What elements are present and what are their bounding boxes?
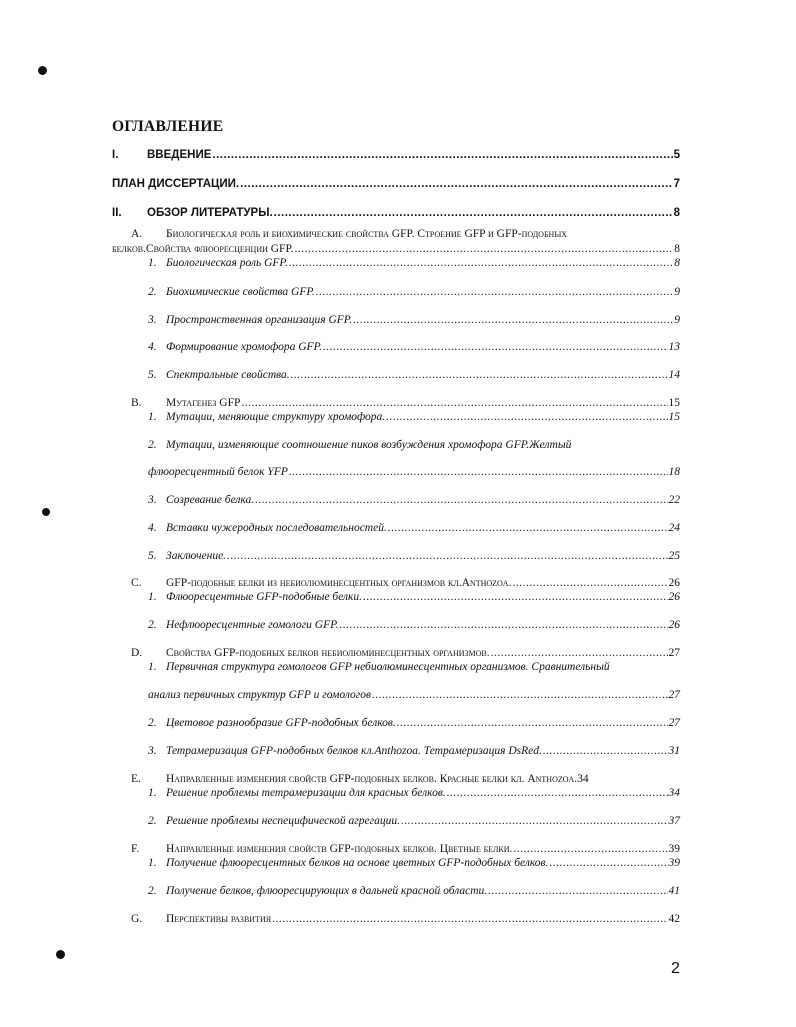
toc-entry-label: Направленные изменения свойств GFP-подобных белков. Красные белки кл. Anthozoa.	[166, 773, 578, 785]
toc-entry-page: 26	[668, 591, 680, 603]
scan-speck-middle	[42, 508, 50, 516]
toc-entry-page: 37	[668, 815, 680, 827]
a-item-2-number: 2.	[148, 286, 157, 298]
toc-entry-page: 8	[674, 243, 680, 255]
dot-leader	[397, 716, 668, 731]
toc-entry-label: Флюоресцентные GFP-подобные белки.	[166, 591, 363, 603]
c-item-1-number: 1.	[148, 591, 157, 603]
toc-entry-label: Биологическая роль GFP.	[166, 257, 288, 269]
dot-leader	[289, 465, 668, 480]
dot-leader	[323, 340, 667, 355]
toc-entry-label: белков.Свойства флюоресценции GFP.	[112, 243, 294, 255]
d-item-3-number: 3.	[148, 745, 157, 757]
toc-entry-b-3[interactable]	[166, 493, 680, 508]
dot-leader	[240, 177, 672, 192]
b-item-5-number: 5.	[148, 550, 157, 562]
toc-entry-page: 34	[577, 773, 589, 785]
dot-leader	[543, 744, 668, 759]
toc-entry-label: Созревание белка.	[166, 494, 255, 506]
toc-entry-page: 22	[668, 494, 680, 506]
toc-entry-section-b[interactable]	[166, 396, 680, 411]
toc-entry-page: 7	[673, 178, 680, 190]
dot-leader	[212, 148, 672, 163]
toc-entry-label: Формирование хромофора GFP.	[166, 341, 323, 353]
toc-entry-label: ПЛАН ДИССЕРТАЦИИ.	[112, 178, 240, 190]
dot-leader	[227, 549, 667, 564]
scan-speck-bottom	[56, 950, 65, 959]
b-item-4-number: 4.	[148, 522, 157, 534]
section-a-letter: A.	[131, 228, 143, 240]
section-c-letter: C.	[131, 577, 142, 589]
toc-entry-page: 15	[668, 397, 680, 409]
section-a-title-line1[interactable]: Биологическая роль и биохимические свойства GFP. Строение GFP и GFP-подобных	[166, 228, 568, 240]
f-item-2-number: 2.	[148, 885, 157, 897]
toc-entry-review[interactable]	[147, 206, 680, 221]
toc-entry-b-1[interactable]	[166, 410, 680, 425]
a-item-1-number: 1.	[148, 257, 157, 269]
toc-entry-d-2[interactable]	[166, 716, 680, 731]
toc-entry-label: Биохимические свойства GFP.	[166, 286, 315, 298]
toc-entry-b-4[interactable]	[166, 521, 680, 536]
toc-entry-page: 27	[668, 647, 680, 659]
toc-entry-page: 13	[668, 341, 680, 353]
toc-entry-label: Перспективы развития	[166, 913, 272, 925]
dot-leader	[549, 856, 667, 871]
dot-leader	[353, 313, 673, 328]
toc-entry-page: 31	[668, 745, 680, 757]
scan-speck-top	[38, 66, 47, 75]
dot-leader	[513, 842, 667, 857]
toc-entry-label: GFP-подобные белки из небиолюминесцентных организмов кл.Anthozoa.	[166, 577, 512, 589]
toc-entry-page: 9	[674, 286, 680, 298]
b-item-3-number: 3.	[148, 494, 157, 506]
dot-leader	[241, 396, 667, 411]
c-item-2-number: 2.	[148, 619, 157, 631]
toc-entry-page: 8	[673, 207, 680, 219]
toc-entry-page: 5	[673, 149, 680, 161]
toc-entry-a-3[interactable]	[166, 313, 680, 328]
toc-entry-section-g[interactable]	[166, 912, 680, 927]
toc-entry-e-1[interactable]	[166, 786, 680, 801]
dot-leader	[291, 368, 668, 383]
section-d-letter: D.	[131, 647, 143, 659]
toc-entry-page: 39	[668, 843, 680, 855]
toc-entry-plan[interactable]	[112, 177, 680, 192]
toc-entry-page: 26	[668, 619, 680, 631]
toc-entry-section-f[interactable]	[166, 842, 680, 857]
review-number: II.	[112, 207, 122, 219]
toc-entry-a-1[interactable]	[166, 256, 680, 271]
toc-entry-e-2[interactable]	[166, 814, 680, 829]
toc-entry-f-1[interactable]	[166, 856, 680, 871]
toc-entry-section-a[interactable]	[112, 242, 680, 257]
intro-number: I.	[112, 149, 119, 161]
e-item-2-number: 2.	[148, 815, 157, 827]
toc-entry-d-1[interactable]	[148, 688, 680, 703]
toc-entry-label: Получение флюоресцентных белков на основе цветных GFP-подобных белков.	[166, 857, 549, 869]
dot-leader	[255, 493, 667, 508]
section-b-letter: B.	[131, 397, 142, 409]
toc-entry-label: Вставки чужеродных последовательностей.	[166, 522, 387, 534]
toc-entry-label: Свойства GFP-подобных белков небиолюминесцентных организмов.	[166, 647, 490, 659]
toc-entry-label: Нефлюоресцентные гомологи GFP.	[166, 619, 339, 631]
toc-entry-b-2-line1[interactable]: Мутации, изменяющие соотношение пиков возбуждения хромофора GFP.Желтый	[166, 439, 572, 451]
d-item-1-number: 1.	[148, 661, 157, 673]
toc-entry-page: 9	[674, 314, 680, 326]
e-item-1-number: 1.	[148, 787, 157, 799]
toc-entry-label: ВВЕДЕНИЕ	[147, 149, 212, 161]
toc-entry-page: 27	[668, 717, 680, 729]
dot-leader	[491, 646, 668, 661]
toc-entry-section-e[interactable]	[166, 772, 680, 787]
toc-entry-page: 26	[668, 577, 680, 589]
toc-entry-label: Цветовое разнообразие GFP-подобных белков.	[166, 717, 396, 729]
section-f-letter: F.	[131, 843, 140, 855]
dot-leader	[401, 814, 668, 829]
toc-entry-a-4[interactable]	[166, 340, 680, 355]
toc-entry-label: Получение белков, флюоресцирующих в дальней красной области.	[166, 885, 488, 897]
b-item-1-number: 1.	[148, 411, 157, 423]
toc-entry-page: 34	[668, 787, 680, 799]
toc-entry-page: 14	[668, 369, 680, 381]
toc-entry-page: 15	[668, 411, 680, 423]
dot-leader	[388, 521, 668, 536]
toc-entry-page: 8	[674, 257, 680, 269]
toc-entry-label: Решение проблемы тетрамеризации для красных белков.	[166, 787, 446, 799]
dot-leader	[274, 206, 673, 221]
dot-leader	[488, 884, 667, 899]
toc-entry-label: Заключение.	[166, 550, 227, 562]
dot-leader	[363, 590, 667, 605]
a-item-5-number: 5.	[148, 369, 157, 381]
toc-entry-b-2[interactable]	[148, 465, 680, 480]
toc-entry-page: 27	[668, 689, 680, 701]
toc-entry-label: ОБЗОР ЛИТЕРАТУРЫ.	[147, 207, 273, 219]
dot-leader	[289, 256, 673, 271]
b-item-2-number: 2.	[148, 439, 157, 451]
toc-entry-label: анализ первичных структур GFP и гомологов	[148, 689, 371, 701]
toc-entry-f-2[interactable]	[166, 884, 680, 899]
toc-entry-label: Спектральные свойства.	[166, 369, 290, 381]
toc-entry-a-5[interactable]	[166, 368, 680, 383]
toc-entry-c-1[interactable]	[166, 590, 680, 605]
toc-title: ОГЛАВЛЕНИЕ	[112, 118, 224, 135]
toc-entry-page: 24	[668, 522, 680, 534]
d-item-2-number: 2.	[148, 717, 157, 729]
toc-entry-d-3[interactable]	[166, 744, 680, 759]
toc-entry-d-1-line1[interactable]: Первичная структура гомологов GFP небиолюминесцентных организмов. Сравнительный	[166, 661, 610, 673]
dot-leader	[447, 786, 668, 801]
dot-leader	[294, 242, 673, 257]
toc-entry-a-2[interactable]	[166, 285, 680, 300]
toc-entry-page: 18	[668, 466, 680, 478]
toc-entry-b-5[interactable]	[166, 549, 680, 564]
dot-leader	[386, 410, 667, 425]
dot-leader	[512, 576, 667, 591]
dot-leader	[316, 285, 673, 300]
f-item-1-number: 1.	[148, 857, 157, 869]
a-item-3-number: 3.	[148, 314, 157, 326]
toc-entry-page: 42	[668, 913, 680, 925]
toc-entry-label: флюоресцентный белок YFP	[148, 466, 288, 478]
dot-leader	[272, 912, 667, 927]
toc-entry-page: 25	[668, 550, 680, 562]
toc-entry-intro[interactable]	[147, 148, 680, 163]
toc-entry-label: Направленные изменения свойств GFP-подобных белков. Цветные белки.	[166, 843, 513, 855]
toc-entry-label: Мутации, меняющие структуру хромофора.	[166, 411, 386, 423]
toc-entry-label: Тетрамеризация GFP-подобных белков кл.Anthozoa. Тетрамеризация DsRed.	[166, 745, 542, 757]
toc-entry-label: Решение проблемы неспецифической агрегации.	[166, 815, 400, 827]
dot-leader	[372, 688, 668, 703]
section-e-letter: E.	[131, 773, 141, 785]
toc-entry-page: 39	[668, 857, 680, 869]
toc-entry-page: 41	[668, 885, 680, 897]
toc-entry-c-2[interactable]	[166, 618, 680, 633]
dot-leader	[340, 618, 668, 633]
toc-entry-section-d[interactable]	[166, 646, 680, 661]
a-item-4-number: 4.	[148, 341, 157, 353]
toc-entry-section-c[interactable]	[166, 576, 680, 591]
toc-entry-label: Мутагенез GFP	[166, 397, 241, 409]
toc-entry-label: Пространственная организация GFP.	[166, 314, 353, 326]
section-g-letter: G.	[131, 913, 143, 925]
page-number: 2	[671, 960, 680, 977]
